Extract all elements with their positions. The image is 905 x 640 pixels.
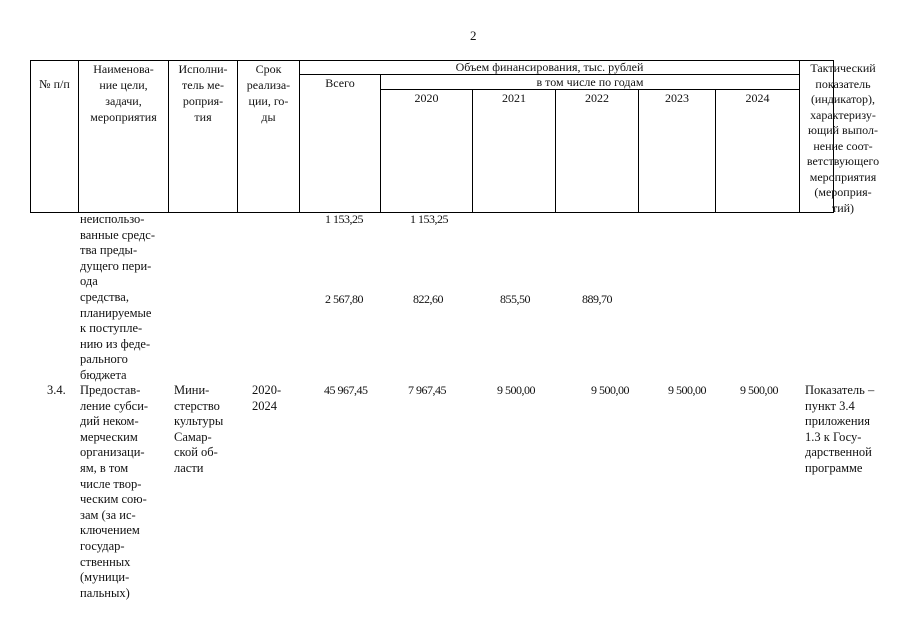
header-name: Наименова- ние цели, задачи, мероприятия bbox=[90, 62, 157, 124]
header-years-group: в том числе по годам bbox=[536, 75, 644, 89]
row-2021: 855,50 bbox=[500, 292, 530, 306]
row-num: 3.4. bbox=[47, 383, 66, 397]
row-2020: 822,60 bbox=[413, 292, 443, 306]
page-number: 2 bbox=[470, 28, 477, 43]
header-funding: Объем финансирования, тыс. рублей bbox=[455, 60, 644, 74]
row-2020: 1 153,25 bbox=[410, 212, 448, 226]
header-num: № п/п bbox=[39, 77, 70, 91]
header-year-2021: 2021 bbox=[502, 91, 526, 105]
row-term: 2020- 2024 bbox=[252, 383, 282, 413]
header-term: Срок реализа- ции, го- ды bbox=[246, 62, 291, 124]
row-total: 45 967,45 bbox=[324, 383, 368, 397]
header-year-2020: 2020 bbox=[414, 91, 439, 105]
row-total: 1 153,25 bbox=[325, 212, 363, 226]
row-2024: 9 500,00 bbox=[740, 383, 778, 397]
header-total: Всего bbox=[325, 76, 355, 90]
row-2020: 7 967,45 bbox=[408, 383, 446, 397]
row-2022: 9 500,00 bbox=[591, 383, 629, 397]
header-indicator: Тактический показатель (индикатор), характеризу- ющий выпол- нение соот- ветствующего мероприятия (мероприя- тий) bbox=[806, 61, 880, 215]
row-2023: 9 500,00 bbox=[668, 383, 706, 397]
header-year-2024: 2024 bbox=[745, 91, 770, 105]
row-executor: Мини- стерство культуры Самар- ской об- ласти bbox=[174, 383, 224, 475]
row-name: неиспользо- ванные средс- тва преды- дущего пери- ода bbox=[80, 212, 155, 289]
header-year-2023: 2023 bbox=[665, 91, 689, 105]
row-name: средства, планируемые к поступле- нию из феде- рального бюджета bbox=[80, 290, 152, 382]
header-executor: Исполни- тель ме- роприя- тия bbox=[178, 62, 228, 124]
header-year-2022: 2022 bbox=[585, 91, 609, 105]
row-2021: 9 500,00 bbox=[497, 383, 535, 397]
row-name: Предостав- ление субси- дий неком- мерческим организаци- ям, в том числе твор- ческим сою- зам (за ис- ключением государ- ственных (муници- пальных) bbox=[80, 383, 149, 600]
row-total: 2 567,80 bbox=[325, 292, 363, 306]
row-indicator: Показатель – пункт 3.4 приложения 1.3 к Госу- дарственной программе bbox=[805, 383, 875, 475]
row-2022: 889,70 bbox=[582, 292, 612, 306]
